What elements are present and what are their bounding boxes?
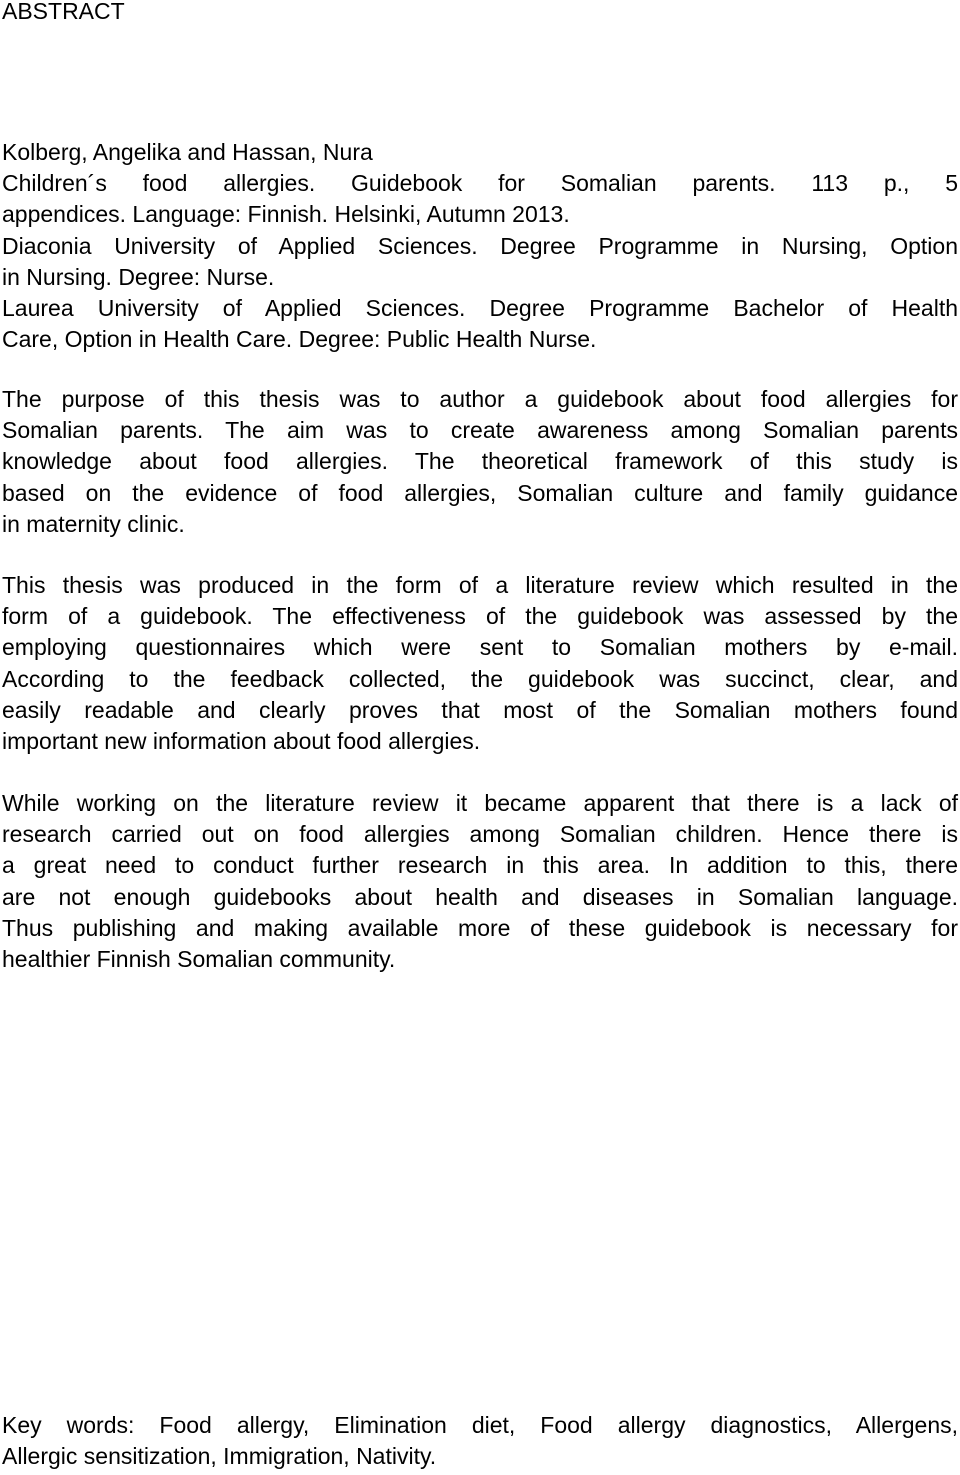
paragraph-line: Thus publishing and making available more of these guidebook is necessary for: [2, 914, 958, 941]
keywords: [2, 1410, 958, 1472]
paragraph-line: are not enough guidebooks about health and diseases in Somalian language.: [2, 883, 958, 910]
paragraph-line: form of a guidebook. The effectiveness of the guidebook was assessed by the: [2, 603, 958, 630]
paragraph-line: a great need to conduct further research in this area. In addition to this, there: [2, 852, 958, 879]
thesis-title-line: Children´s food allergies. Guidebook for Somalian parents. 113 p., 5: [2, 170, 958, 197]
abstract-paragraph-conclusion: [2, 788, 958, 975]
paragraph-line: While working on the literature review it became apparent that there is a lack of: [2, 790, 958, 816]
paragraph-line: Somalian parents. The aim was to create awareness among Somalian parents: [2, 417, 958, 444]
abstract-paragraph-method: [2, 570, 958, 757]
paragraph-line: in maternity clinic.: [2, 510, 185, 537]
institution-1-line-2: in Nursing. Degree: Nurse.: [2, 263, 275, 290]
paragraph-line: This thesis was produced in the form of a literature review which resulted in the: [2, 572, 958, 598]
abstract-paragraph-purpose: [2, 384, 958, 540]
paragraph-line: important new information about food allergies.: [2, 728, 481, 755]
paragraph-line: employing questionnaires which were sent to Somalian mothers by e-mail.: [2, 634, 958, 661]
paragraph-line: easily readable and clearly proves that most of the Somalian mothers found: [2, 696, 958, 723]
institution-2-line-2: Care, Option in Health Care. Degree: Public Health Nurse.: [2, 326, 597, 353]
institution-2-line-1: Laurea University of Applied Sciences. Degree Programme Bachelor of Health: [2, 295, 958, 322]
paragraph-line: research carried out on food allergies among Somalian children. Hence there is: [2, 821, 958, 848]
bibliographic-info: [2, 137, 958, 355]
paragraph-line: According to the feedback collected, the guidebook was succinct, clear, and: [2, 665, 958, 692]
institution-1-line-1: Diaconia University of Applied Sciences. Degree Programme in Nursing, Option: [2, 232, 958, 259]
abstract-page: [2, 0, 958, 1475]
authors: Kolberg, Angelika and Hassan, Nura: [2, 139, 373, 165]
paragraph-line: knowledge about food allergies. The theoretical framework of this study is: [2, 448, 958, 475]
thesis-details-line: appendices. Language: Finnish. Helsinki, Autumn 2013.: [2, 201, 570, 228]
keywords-line-2: Allergic sensitization, Immigration, Nativity.: [2, 1443, 437, 1470]
paragraph-line: The purpose of this thesis was to author a guidebook about food allergies for: [2, 386, 958, 412]
keywords-line-1: Key words: Food allergy, Elimination diet, Food allergy diagnostics, Allergens,: [2, 1412, 958, 1438]
paragraph-line: based on the evidence of food allergies, Somalian culture and family guidance: [2, 479, 958, 506]
page-title: ABSTRACT: [2, 0, 125, 24]
paragraph-line: healthier Finnish Somalian community.: [2, 946, 396, 973]
